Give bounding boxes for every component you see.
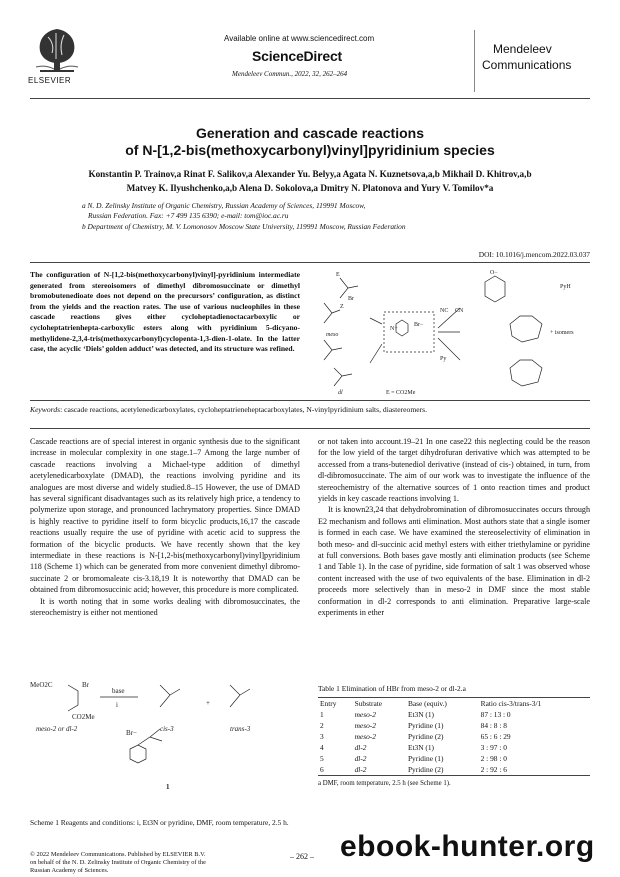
table-cell: 2 : 92 : 6 [480,765,507,774]
affiliation-a-line2: Russian Federation. Fax: +7 499 135 6390; e-mail: tom@ioc.ac.ru [88,211,289,220]
graphic-label-isomers: + isomers [550,330,574,336]
left-paragraph-1: Cascade reactions are of special interest in organic synthesis due to the significant increase in molecular complexity in one stage.1–7 Among the large number of cascade reactions involving a Michael-type addition of dimethyl acetylenedicarboxylate (DMAD), the reactions involving pyridine and its analogues are most diverse and widely studied.8–15 However, the use of DMAD has several significant disadvantages such as its relatively high price, a tendency to polymerize upon storage, and pronounced lachrymatory properties. Since DMAD is highly reactive to pyridine itself to form bicyclic products,16,17 the cascade reactions usually require the use of pyridine with acetic acid to suppress the formation of the bicyclic products. We have recently shown that the key intermediate in these reactions is N-[1,2-bis(methoxycarbonyl)vinyl]pyridinium 118 (Scheme 1) which can be generated from more convenient dimethyl dibromo-succinate 2 or bromomaleate cis-3.18,19 It is noteworthy that DMAD can be obtained from dibromosuccinic acid; however, this procedure is more complicated. [30,437,300,595]
table-cell: 1 [320,710,324,719]
journal-name-line2: Communications [482,58,572,72]
table-cell: dl-2 [354,765,367,774]
page-number: – 262 – [290,852,314,861]
scheme-label-step-i: i [116,701,118,709]
authors-line-1: Konstantin P. Trainov,a Rinat F. Salikov,a Alexander Yu. Belyy,a Agata N. Kuznetsova,a,b Mikhail D. Khitrov,a,b [88,169,532,179]
abstract-bottom-rule [30,400,590,401]
left-paragraph-2: It is worth noting that in some works dealing with dibromosuccinates, the stereochemistry is either not mentioned [30,596,300,618]
scheme-1-figure [30,675,300,805]
right-column-text [318,436,590,619]
table-cell: Pyridine (2) [407,732,444,741]
table-cell: 3 [320,732,324,741]
title-line-2: of N-[1,2-bis(methoxycarbonyl)vinyl]pyridinium species [125,142,495,158]
table-header-cell: Substrate [354,699,383,708]
keywords-label: Keywords [30,405,61,414]
table-1-footnote: a DMF, room temperature, 2.5 h (see Scheme 1). [318,780,451,787]
journal-citation: Mendeleev Commun., 2022, 32, 262–264 [232,70,348,78]
copyright-footer [30,851,300,875]
table-cell: meso-2 [354,732,376,741]
scheme-label-meo2c: MeO2C [30,681,53,689]
graphic-label-pyh: PyH [560,284,571,290]
keywords [30,405,590,415]
header-rule [30,98,590,99]
table-cell: 3 : 97 : 0 [480,743,507,752]
table-header-row [318,698,588,709]
affiliation-b: b Department of Chemistry, M. V. Lomonosov Moscow State University, 119991 Moscow, Russian Federation [82,222,406,231]
author-list [40,167,580,195]
graphic-label-e-def: E = CO2Me [386,390,416,396]
table-header-cell: Ratio cis-3/trans-3/1 [480,699,542,708]
table-row [318,742,588,753]
table-cell: 87 : 13 : 0 [480,710,511,719]
table-cell: meso-2 [354,710,376,719]
abstract-text: The configuration of N-[1,2-bis(methoxycarbonyl)vinyl]-pyridinium intermediate generated from stereoisomers of dimethyl dibromosuccinate or dimethyl bromobutenedioate does not depend on the precursors’ configuration, as distinct from the yields and the reaction rates. The use of various nucleophiles in these cascade reactions gives either cycloheptadienoctacarboxylic or cycloheptatrienhepta-carboxylic esters along with pyridinium 5-dicyano-methylidene-2,3,4-tris(methoxycarbonyl)cyclopenta-1,3-dien-1-olate. In the latter case, the acyclic ‘Diels’ golden adduct’ was detected, and its structure was refined. [30,270,300,354]
table-row [318,764,588,775]
scheme-label-cis3: cis-3 [160,725,174,733]
graphic-label-br: Br [348,296,354,302]
table-cell: Et3N (1) [407,743,435,752]
table-1-grid [318,698,588,775]
table-cell: Pyridine (2) [407,765,444,774]
footer-line-3: Russian Academy of Sciences. [30,867,109,874]
scheme-label-base: base [112,687,125,695]
scheme-label-br-minus: Br− [126,729,137,737]
graphic-label-e: E [336,272,340,278]
table-row [318,753,588,764]
elsevier-tree-logo [30,23,84,75]
table-cell: 5 [320,754,324,763]
table-cell: 2 [320,721,324,730]
graphic-label-nc: NC [440,308,449,314]
authors-line-2: Matvey K. Ilyushchenko,a,b Alena D. Sokolova,a Dmitry N. Platonova and Yury V. Tomilov*a [126,183,494,193]
scheme-1-caption: Scheme 1 Reagents and conditions: i, Et3N or pyridine, DMF, room temperature, 2.5 h. [30,818,289,827]
scheme-label-plus: + [206,699,210,707]
table-cell: 84 : 8 : 8 [480,721,507,730]
graphic-label-br-minus: Br− [414,322,424,328]
table-1 [318,684,590,787]
doi-link[interactable]: DOI: 10.1016/j.mencom.2022.03.037 [478,250,590,259]
table-cell: Et3N (1) [407,710,435,719]
right-paragraph-1: or not taken into account.19–21 In one case22 this neglecting could be the reason for the low yield of the target dihydrofuran derivative which was attempted to be accessed from a trans-butenediol derivative (instead of cis-) obtained, in turn, from dl-dibromosuccinate. The aim of our work was to investigate the influence of the stereochemistry of the alternative sources of 1 onto reaction times and product yields in key cascade reactions involving 1. [318,437,590,504]
scheme-label-br: Br [82,681,89,689]
table-cell: Pyridine (1) [407,721,444,730]
table-cell: dl-2 [354,743,367,752]
graphic-label-n-plus: N+ [390,326,398,332]
table-cell: meso-2 [354,721,376,730]
right-paragraph-2: It is known23,24 that dehydrobromination of dibromosuccinates occurs through E2 mechanism and follows anti elimination. Most authors state that a single isomer is formed in each case. We have examined the stereoselectivity of elimination in both meso- and dl-succinic acid methyl esters with either triethylamine or pyridine at full conversions. Both bases gave mostly anti elimination products (see Scheme 1 and Table 1). In the case of pyridine, side formation of salt 1 was observed whose content increased with the use of two equivalents of the base. Elimination in dl-2 proceeds more selectively than in meso-2 in DMF since the most stable conformation in dl-2 corresponds to anti elimination. Preparative large-scale experiments in ether [318,505,590,618]
graphic-label-py: Py [440,356,447,362]
graphic-label-o-minus: O− [490,270,498,276]
table-header-cell: Base (equiv.) [407,699,447,708]
table-row [318,731,588,742]
table-cell: Pyridine (1) [407,754,444,763]
table-row [318,720,588,731]
title-line-1: Generation and cascade reactions [196,125,424,141]
scheme-label-compound-1: 1 [166,783,170,791]
graphic-label-meso: meso [326,332,339,338]
scheme-label-co2me: CO2Me [72,713,95,721]
graphical-abstract [310,268,590,398]
table-cell: 6 [320,765,324,774]
scheme-label-trans3: trans-3 [230,725,251,733]
sciencedirect-logo: ScienceDirect [252,48,343,64]
table-cell: dl-2 [354,754,367,763]
graphic-label-cn: CN [455,308,464,314]
keywords-list: : cascade reactions, acetylenedicarboxylates, cycloheptatrieneheptacarboxylates, N-vinylpyridinium salts, diastereomers. [60,405,427,414]
journal-name-line1: Mendeleev [493,42,552,56]
table-header-cell: Entry [320,699,337,708]
graphic-label-dl: dl [338,390,343,396]
publisher-logo-text: ELSEVIER [28,76,72,85]
table-1-caption: Table 1 Elimination of HBr from meso-2 or dl-2.a [318,684,466,693]
keywords-bottom-rule [30,428,590,429]
affiliation-a-line1: a N. D. Zelinsky Institute of Organic Chemistry, Russian Academy of Sciences, 119991 Moscow, [82,201,366,210]
footer-line-1: © 2022 Mendeleev Communications. Published by ELSEVIER B.V. [30,851,206,858]
abstract-top-rule [30,262,590,263]
table-cell: 4 [320,743,324,752]
footer-line-2: on behalf of the N. D. Zelinsky Institute of Organic Chemistry of the [30,859,206,866]
graphic-label-z: Z [340,304,344,310]
table-row [318,709,588,720]
scheme-label-substrate: meso-2 or dl-2 [36,725,78,733]
table-cell: 2 : 98 : 0 [480,754,507,763]
article-title [30,125,590,159]
available-online-text: Available online at www.sciencedirect.com [224,34,375,43]
watermark: ebook-hunter.org [340,830,595,863]
table-cell: 65 : 6 : 29 [480,732,511,741]
left-column-text [30,436,300,619]
